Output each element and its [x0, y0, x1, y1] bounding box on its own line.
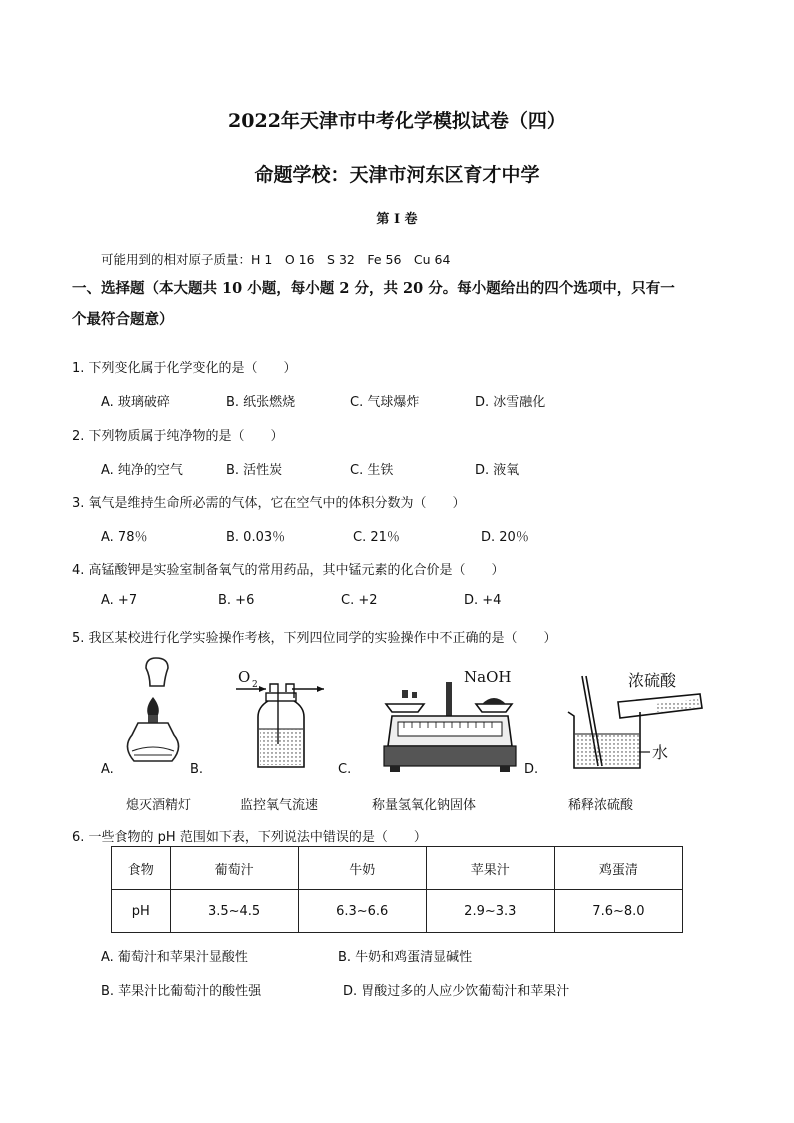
section-heading-line2: 个最符合题意） — [72, 311, 174, 328]
q5-caption-c: 称量氢氧化钠固体 — [372, 798, 477, 813]
question-2-stem: 2. 下列物质属于纯净物的是（ ） — [72, 429, 284, 444]
q6-option-a: A. 葡萄汁和苹果汁显酸性 — [101, 950, 248, 965]
q1-option-a: A. 玻璃破碎 — [101, 395, 170, 410]
q3-option-d: D. 20％ — [481, 530, 529, 545]
question-6-stem: 6. 一些食物的 pH 范围如下表，下列说法中错误的是（ ） — [72, 830, 427, 845]
q1-option-b: B. 纸张燃烧 — [226, 395, 296, 410]
q1-option-d: D. 冰雪融化 — [475, 395, 546, 410]
q4-option-d: D. +4 — [464, 593, 502, 608]
dilution-figure — [560, 666, 710, 774]
question-4-stem: 4. 高锰酸钾是实验室制备氧气的常用药品，其中锰元素的化合价是（ ） — [72, 563, 505, 578]
balance-figure — [380, 666, 520, 774]
q4-option-b: B. +6 — [218, 593, 255, 608]
q2-option-c: C. 生铁 — [350, 463, 394, 478]
q1-option-c: C. 气球爆炸 — [350, 395, 420, 410]
school-line: 命题学校：天津市河东区育才中学 — [254, 164, 540, 186]
q3-option-b: B. 0.03％ — [226, 530, 286, 545]
table-cell: 2.9~3.3 — [426, 890, 554, 933]
q2-option-a: A. 纯净的空气 — [101, 463, 183, 478]
question-5-stem: 5. 我区某校进行化学实验操作考核，下列四位同学的实验操作中不正确的是（ ） — [72, 631, 557, 646]
q4-option-a: A. +7 — [101, 593, 138, 608]
q3-option-c: C. 21％ — [353, 530, 400, 545]
q5-option-d: D. — [524, 762, 539, 777]
atomic-masses: 可能用到的相对原子质量：H 1 O 16 S 32 Fe 56 Cu 64 — [101, 252, 451, 267]
table-cell: 3.5~4.5 — [170, 890, 298, 933]
table-header-cell: 牛奶 — [298, 847, 426, 890]
q5-option-a: A. — [101, 762, 114, 777]
table-row — [112, 890, 683, 933]
naoh-label: NaOH — [464, 668, 512, 686]
table-header-cell: 葡萄汁 — [170, 847, 298, 890]
table-cell: pH — [112, 890, 171, 933]
gas-bottle-figure — [230, 667, 330, 779]
table-header-cell: 鸡蛋清 — [554, 847, 682, 890]
q5-option-c: C. — [338, 762, 352, 777]
q4-option-c: C. +2 — [341, 593, 378, 608]
table-cell: 6.3~6.6 — [298, 890, 426, 933]
question-1-stem: 1. 下列变化属于化学变化的是（ ） — [72, 361, 297, 376]
table-header-cell: 食物 — [112, 847, 171, 890]
ph-table — [111, 846, 683, 933]
alcohol-lamp-figure — [118, 655, 188, 775]
table-header-row — [112, 847, 683, 890]
question-3-stem: 3. 氧气是维持生命所必需的气体，它在空气中的体积分数为（ ） — [72, 496, 466, 511]
water-label: 水 — [652, 743, 669, 762]
q6-option-c: B. 苹果汁比葡萄汁的酸性强 — [101, 984, 262, 999]
q5-caption-b: 监控氧气流速 — [240, 798, 319, 813]
volume-label: 第 I 卷 — [376, 212, 418, 227]
acid-label: 浓硫酸 — [628, 671, 677, 690]
table-header-cell: 苹果汁 — [426, 847, 554, 890]
table-cell: 7.6~8.0 — [554, 890, 682, 933]
q6-option-d: D. 胃酸过多的人应少饮葡萄汁和苹果汁 — [343, 984, 570, 999]
q5-caption-d: 稀释浓硫酸 — [568, 798, 634, 813]
q5-option-b: B. — [190, 762, 204, 777]
section-heading-line1: 一、选择题（本大题共 10 小题，每小题 2 分，共 20 分。每小题给出的四个选项中，只有一 — [72, 280, 675, 297]
o2-label: O — [238, 668, 251, 686]
q2-option-b: B. 活性炭 — [226, 463, 283, 478]
q3-option-a: A. 78％ — [101, 530, 148, 545]
o2-subscript: 2 — [252, 680, 258, 690]
page-title: 2022年天津市中考化学模拟试卷（四） — [228, 110, 566, 132]
q5-caption-a: 熄灭酒精灯 — [126, 798, 192, 813]
q2-option-d: D. 液氧 — [475, 463, 520, 478]
q6-option-b: B. 牛奶和鸡蛋清显碱性 — [338, 950, 473, 965]
